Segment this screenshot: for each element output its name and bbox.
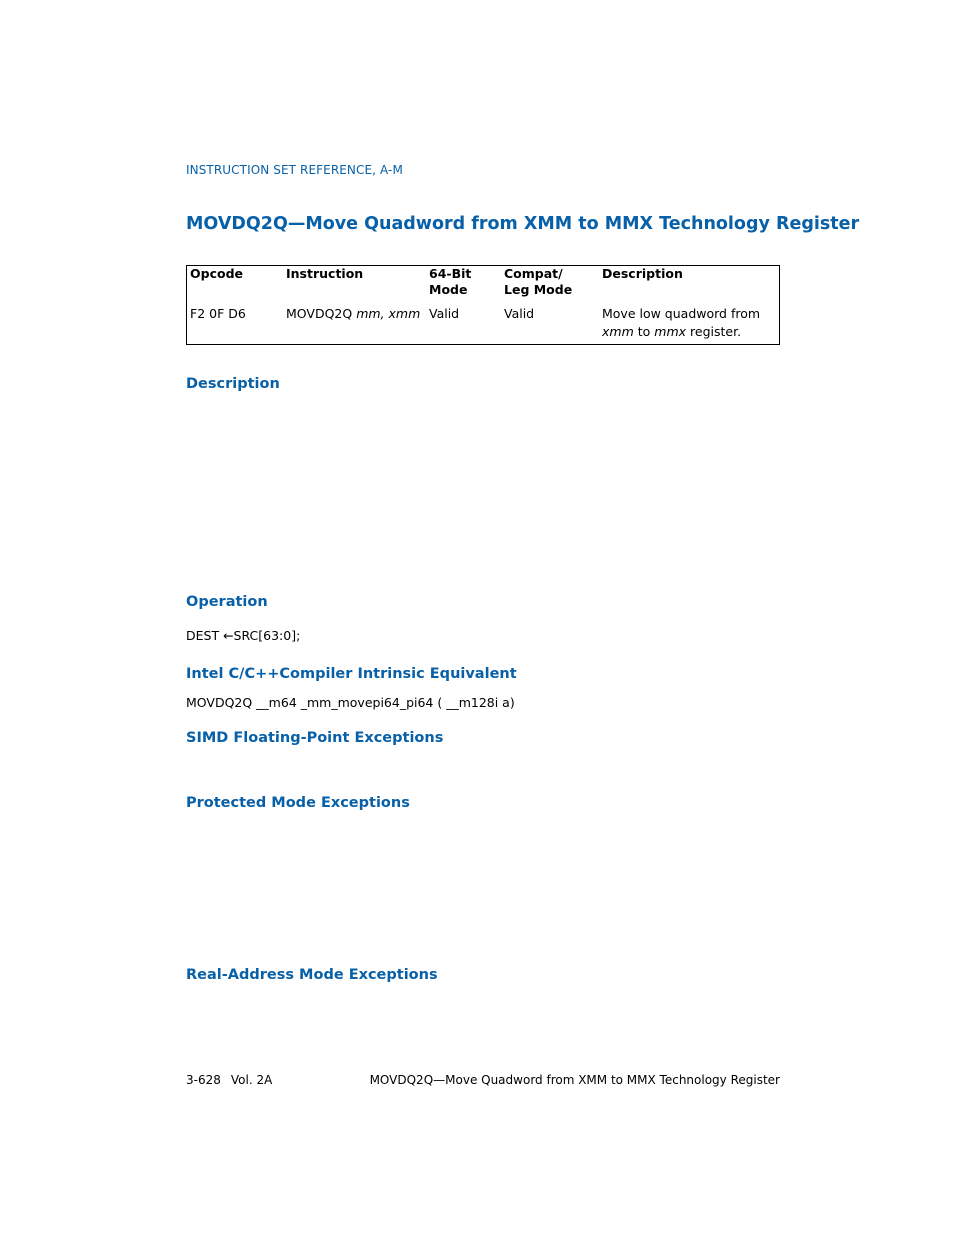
page-title: MOVDQ2Q—Move Quadword from XMM to MMX Technology Register (186, 214, 860, 234)
description-line2 (602, 323, 760, 341)
cell-64bit-mode: Valid (429, 306, 460, 321)
header-compat-leg-mode (504, 266, 572, 298)
operation-code: DEST ←SRC[63:0]; (186, 628, 301, 643)
description-line1: Move low quadword from (602, 306, 761, 321)
instruction-mnemonic: MOVDQ2Q (286, 306, 353, 321)
header-compat-line2: Leg Mode (504, 282, 573, 297)
cell-description (602, 305, 760, 341)
opcode-table (186, 265, 780, 345)
section-heading-protected-exceptions: Protected Mode Exceptions (186, 795, 410, 811)
header-compat-line1: Compat/ (504, 266, 563, 281)
desc-register: register. (690, 324, 742, 339)
cell-compat-mode: Valid (504, 306, 535, 321)
header-64bit-mode (429, 266, 471, 298)
section-heading-intrinsic: Intel C/C++Compiler Intrinsic Equivalent (186, 666, 517, 682)
desc-to: to (637, 324, 651, 339)
footer-volume: Vol. 2A (230, 1073, 273, 1087)
intrinsic-code: MOVDQ2Q __m64 _mm_movepi64_pi64 ( __m128i a) (186, 695, 515, 710)
footer-page-info (186, 1073, 272, 1087)
header-instruction: Instruction (286, 266, 364, 281)
running-header: INSTRUCTION SET REFERENCE, A-M (186, 163, 403, 177)
footer-title: MOVDQ2Q—Move Quadword from XMM to MMX Technology Register (369, 1073, 780, 1087)
header-64bit-line2: Mode (429, 282, 468, 297)
section-heading-description: Description (186, 376, 280, 392)
desc-xmm: xmm (602, 324, 634, 339)
section-heading-operation: Operation (186, 594, 268, 610)
header-description: Description (602, 266, 683, 281)
section-heading-real-address-exceptions: Real-Address Mode Exceptions (186, 967, 438, 983)
footer-page-number: 3-628 (186, 1073, 221, 1087)
instruction-operands: mm, xmm (356, 306, 421, 321)
cell-opcode: F2 0F D6 (190, 306, 246, 321)
header-64bit-line1: 64-Bit (429, 266, 472, 281)
desc-mmx: mmx (654, 324, 687, 339)
cell-instruction (286, 305, 420, 323)
header-opcode: Opcode (190, 266, 243, 281)
section-heading-simd-exceptions: SIMD Floating-Point Exceptions (186, 730, 444, 746)
